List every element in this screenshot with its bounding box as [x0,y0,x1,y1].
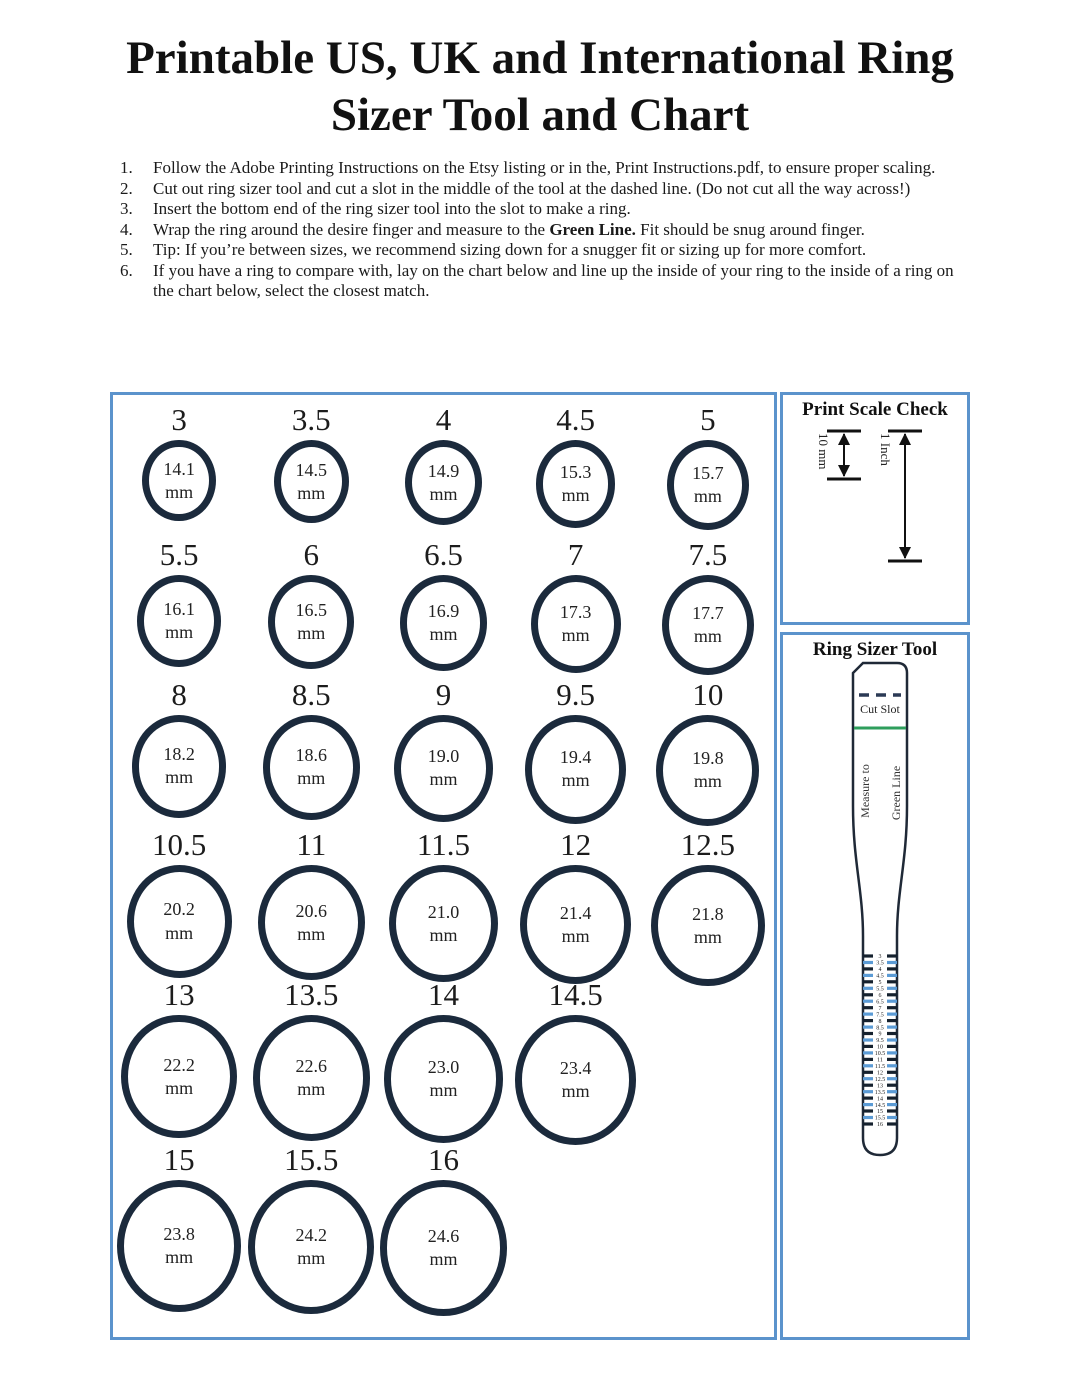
ring-size-label: 13 [163,977,195,1012]
ring-size-label: 6.5 [424,537,463,572]
sizer-scale-tick [887,1026,897,1029]
sizer-scale-tick [887,1045,897,1048]
ring-size-7 [510,535,642,673]
one-inch-arrowhead-down [899,547,911,559]
print-scale-check-panel [780,392,970,625]
sizer-scale-tick [863,967,873,970]
ring-diameter-label: 19.0 mm [427,746,460,790]
sizer-scale-tick [863,1058,873,1061]
sizer-scale-tick [887,1000,897,1003]
ring-circle [389,865,498,982]
ring-sizer-tool-title: Ring Sizer Tool [812,639,938,660]
ring-circle [662,575,754,675]
ring-size-9 [377,675,509,822]
ring-diameter-label: 21.4 mm [559,902,592,946]
ring-diameter-label: 14.1 mm [163,458,195,502]
ring-circle [651,865,764,986]
ring-circle [525,715,626,824]
sizer-scale-label: 15 [877,1109,883,1116]
ring-size-label: 8 [171,677,187,712]
ring-diameter-label: 14.5 mm [295,459,328,503]
ring-size-label: 14 [427,977,459,1012]
ring-diameter-label: 17.7 mm [692,602,724,647]
ring-size-10 [642,675,774,826]
ring-circle [121,1015,236,1138]
ring-circle [142,440,215,521]
ring-circle [656,715,759,826]
sizer-scale-tick [863,1006,873,1009]
sizer-scale-tick [863,954,873,957]
sizer-scale-tick [887,987,897,990]
sizer-scale-tick [863,1103,873,1106]
sizer-scale-tick [863,961,873,964]
ring-sizer-tool-diagram [783,661,967,1333]
sizer-scale-tick [863,993,873,996]
instructions-list [120,158,958,302]
sizer-scale-tick [887,1077,897,1080]
ring-size-15 [113,1140,245,1312]
ring-diameter-label: 15.3 mm [559,461,592,505]
ring-size-label: 4 [435,402,452,437]
sizer-scale-tick [863,1109,873,1112]
ring-diameter-label: 16.5 mm [295,599,328,643]
ring-diameter-label: 23.4 mm [559,1057,592,1101]
ring-circle [520,865,631,984]
sizer-scale-tick [887,1116,897,1119]
ring-size-label: 12 [560,827,592,862]
sizer-scale-label: 9.5 [876,1038,884,1045]
ring-diameter-label: 22.6 mm [295,1055,328,1099]
ring-diameter-label: 22.2 mm [163,1054,195,1098]
sizer-scale-tick [887,961,897,964]
ring-diameter-label: 24.2 mm [295,1224,328,1268]
ring-diameter-label: 15.7 mm [692,462,724,506]
ring-circle [274,440,349,523]
ring-circle [400,575,488,671]
ring-size-label: 13.5 [284,977,339,1012]
sizer-scale-tick [887,967,897,970]
ring-circle [515,1015,637,1145]
ring-size-5.5 [113,535,245,667]
ring-diameter-label: 23.8 mm [163,1223,195,1267]
sizer-scale-tick [863,1071,873,1074]
sizer-scale-label: 7.5 [876,1012,884,1019]
ring-size-label: 12.5 [680,827,735,862]
page-title-line1: Printable US, UK and International Ring [126,32,954,84]
ring-circle [137,575,221,667]
ring-size-label: 9 [435,677,452,712]
sizer-scale-tick [887,1019,897,1022]
ring-row [113,535,774,675]
ring-size-label: 15.5 [284,1142,339,1177]
ring-diameter-label: 20.2 mm [163,899,195,943]
sizer-scale-tick [863,1026,873,1029]
ring-circle [667,440,749,530]
ring-size-7.5 [642,535,774,675]
ring-size-14 [377,975,509,1143]
sizer-scale-label: 12 [877,1070,883,1077]
sizer-scale-tick [887,974,897,977]
sizer-scale-tick [863,1064,873,1067]
sizer-scale-label: 3 [878,954,882,961]
instruction-item [120,220,958,241]
ring-circle [253,1015,371,1141]
sizer-scale-tick [863,1097,873,1100]
ring-size-8.5 [245,675,377,820]
sizer-scale-label: 14.5 [874,1102,886,1109]
ring-row [113,975,774,1140]
ring-circle [263,715,360,820]
sizer-scale-tick [887,1084,897,1087]
sizer-scale-label: 14 [877,1096,883,1103]
ring-circle [132,715,227,818]
sizer-scale-label: 8.5 [876,1025,884,1032]
ring-size-label: 11.5 [416,827,471,862]
sizer-scale-tick [863,1038,873,1041]
ring-circle [394,715,493,822]
sizer-scale-tick [887,1103,897,1106]
ring-size-3 [113,400,245,521]
ring-size-label: 10 [692,677,724,712]
sizer-scale-tick [863,1077,873,1080]
sizer-scale-label: 11.5 [874,1064,886,1070]
ring-circle [258,865,365,980]
ring-circle [536,440,616,528]
ring-diameter-label: 16.1 mm [163,598,195,642]
print-scale-check-title: Print Scale Check [802,399,948,420]
ring-size-label: 10.5 [151,827,207,862]
ring-row [113,825,774,975]
ring-diameter-label: 21.0 mm [427,901,460,945]
ring-diameter-label: 18.2 mm [163,744,195,788]
sizer-scale-tick [887,993,897,996]
ring-size-11.5 [377,825,509,982]
ring-circle [248,1180,374,1314]
ring-circle [380,1180,508,1316]
ring-circle [384,1015,504,1143]
ring-size-13 [113,975,245,1138]
sizer-scale-tick [863,1090,873,1093]
sizer-scale-tick [887,1038,897,1041]
ring-size-15.5 [245,1140,377,1314]
ring-size-label: 16 [427,1142,459,1177]
ten-mm-arrowhead-up [838,433,850,445]
instruction-number: 4. [120,219,133,239]
ten-mm-arrowhead-down [838,465,850,477]
ring-size-label: 5 [700,402,716,437]
ring-size-12.5 [642,825,774,986]
print-scale-check-diagram [783,421,967,619]
sizer-scale-tick [863,980,873,983]
sizer-scale-label: 9 [878,1031,882,1038]
ring-size-label: 15 [163,1142,195,1177]
sizer-scale-label: 12.5 [874,1076,886,1083]
sizer-scale-label: 5 [878,980,882,986]
ring-size-label: 8.5 [291,677,331,712]
instruction-item [120,240,958,261]
ring-row [113,1140,774,1330]
ring-size-label: 11 [296,827,327,862]
sizer-scale-label: 7 [878,1005,882,1012]
sizer-scale-tick [863,1000,873,1003]
sizer-scale-tick [863,974,873,977]
ring-diameter-label: 19.8 mm [692,748,724,792]
instruction-item [120,199,958,220]
sizer-scale-label: 6.5 [876,999,884,1006]
instruction-number: 3. [120,199,133,218]
sizer-scale-tick [863,987,873,990]
ring-size-label: 7.5 [688,537,728,572]
sizer-scale-tick [887,1122,897,1125]
sizer-scale-label: 4 [878,967,882,974]
ring-size-13.5 [245,975,377,1141]
ring-circle [405,440,482,525]
sizer-scale-label: 8 [878,1018,882,1025]
instruction-number: 1. [120,158,133,177]
sizer-scale-tick [887,1051,897,1054]
sizer-scale-tick [887,1058,897,1061]
ring-circle [127,865,232,978]
instruction-number: 5. [120,240,133,259]
ring-size-4 [377,400,509,525]
measure-to-label: Measure to [858,764,872,818]
sizer-scale-tick [887,1006,897,1009]
instruction-text: Follow the Adobe Printing Instructions on the Etsy listing or in the, Print Instructions.pdf, to ensure proper scaling. [153,158,936,177]
instruction-text: If you have a ring to compare with, lay on the chart below and line up the inside of your ring to the inside of a ring on the chart below, select the closest match. [153,260,954,300]
ring-row [113,400,774,535]
sizer-scale-tick [863,1122,873,1125]
ring-size-label: 3.5 [291,402,331,437]
sizer-scale-label: 4.5 [876,973,884,980]
ring-diameter-label: 21.8 mm [692,903,724,947]
ring-diameter-label: 19.4 mm [559,747,592,791]
ring-size-6 [245,535,377,669]
ring-size-16 [377,1140,509,1316]
sizer-scale-label: 15.5 [874,1115,886,1122]
sizer-scale-label: 13 [877,1083,883,1090]
ring-size-14.5 [510,975,642,1145]
ring-size-10.5 [113,825,245,978]
ring-size-3.5 [245,400,377,523]
instruction-text: Tip: If you’re between sizes, we recommend sizing down for a snugger fit or sizing up for more comfort. [153,240,867,259]
one-inch-label: 1 Inch [878,433,893,466]
sizer-scale-tick [887,1090,897,1093]
sizer-scale-label: 11 [877,1057,883,1064]
one-inch-arrowhead-up [899,433,911,445]
sizer-scale-label: 16 [877,1122,883,1129]
ring-sizer-tool-panel [780,632,970,1340]
ring-rows [113,400,774,1330]
ring-circle [117,1180,241,1312]
sizer-scale-label: 13.5 [874,1089,886,1096]
sizer-scale-tick [863,1019,873,1022]
ring-size-label: 6 [303,537,320,572]
sizer-scale-label: 10.5 [874,1051,886,1058]
ring-diameter-label: 14.9 mm [427,460,460,504]
ring-diameter-label: 24.6 mm [427,1225,460,1269]
sizer-scale-tick [887,1032,897,1035]
cut-slot-label: Cut Slot [860,702,900,716]
ring-size-4.5 [510,400,642,528]
ring-circle [268,575,354,669]
ten-mm-label: 10 mm [816,433,831,470]
sizer-scale-label: 6 [878,993,882,999]
sizer-scale-tick [863,1032,873,1035]
instruction-number: 2. [120,178,133,198]
ring-size-label: 4.5 [556,402,596,437]
sizer-scale-label: 10 [877,1044,883,1051]
ring-diameter-label: 18.6 mm [295,745,328,789]
sizer-scale-tick [887,980,897,983]
ring-size-label: 9.5 [556,677,596,712]
ring-size-label: 3 [171,402,187,437]
ring-size-6.5 [377,535,509,671]
green-line-label: Green Line [889,765,903,821]
instruction-text: Wrap the ring around the desire finger and measure to the Green Line. Fit should be snug around finger. [153,219,865,239]
instruction-item [120,179,958,200]
ring-size-label: 7 [567,537,584,572]
ring-row [113,675,774,825]
page-title-line2: Sizer Tool and Chart [330,89,750,142]
ring-size-label: 14.5 [548,977,603,1012]
instruction-text: Insert the bottom end of the ring sizer tool into the slot to make a ring. [153,199,631,218]
instruction-number: 6. [120,260,133,280]
sizer-scale-label: 5.5 [876,986,884,993]
instruction-text: Cut out ring sizer tool and cut a slot in the middle of the tool at the dashed line. (Do not cut all the way across!) [153,178,911,198]
sizer-scale-tick [863,1013,873,1016]
ring-diameter-label: 23.0 mm [427,1056,460,1100]
sizer-scale-tick [887,1097,897,1100]
ring-size-9.5 [510,675,642,824]
page-title [0,30,1080,145]
sizer-scale-tick [863,1084,873,1087]
sizer-scale-tick [863,1116,873,1119]
ring-size-5 [642,400,774,530]
sizer-scale-tick [887,1064,897,1067]
sizer-scale-tick [887,1109,897,1112]
sizer-scale-tick [863,1045,873,1048]
ring-diameter-label: 17.3 mm [559,601,592,645]
sizer-scale-tick [887,1013,897,1016]
ring-diameter-label: 20.6 mm [295,900,328,944]
instruction-item [120,158,958,179]
ring-size-label: 5.5 [159,537,199,572]
sizer-scale-tick [863,1051,873,1054]
sizer-scale-tick [887,954,897,957]
sizer-scale-tick [887,1071,897,1074]
instruction-item [120,261,958,302]
ring-circle [531,575,621,673]
sizer-scale-label: 3.5 [876,960,884,967]
ring-diameter-label: 16.9 mm [427,600,460,644]
ring-size-chart [110,392,777,1340]
ring-size-12 [510,825,642,984]
ring-size-8 [113,675,245,818]
ring-size-11 [245,825,377,980]
